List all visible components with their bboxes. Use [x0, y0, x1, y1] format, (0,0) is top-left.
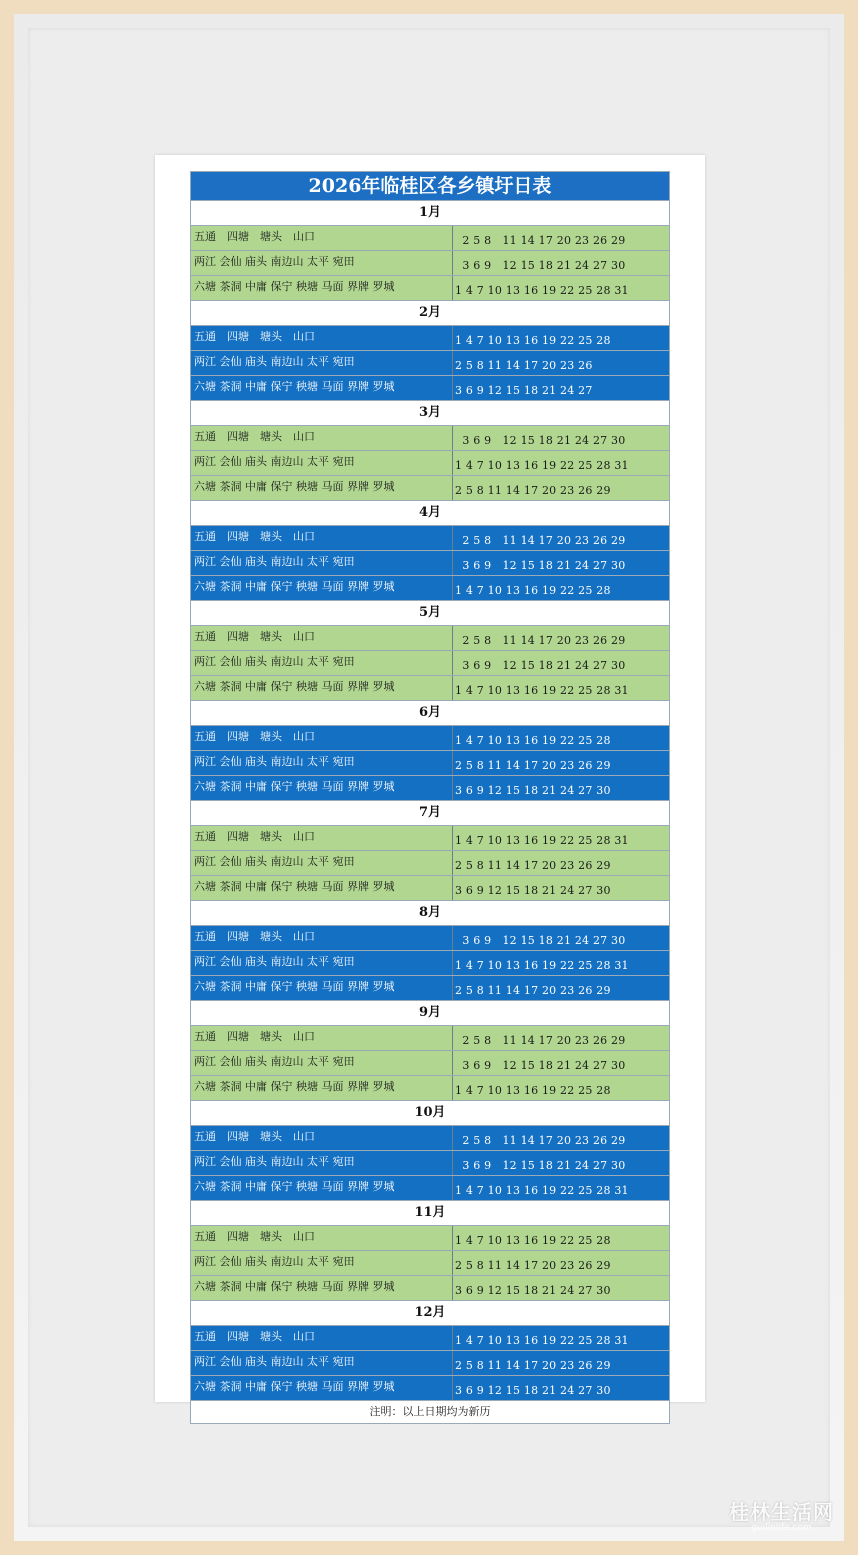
table-row — [191, 926, 669, 951]
table-row — [191, 251, 669, 276]
market-dates-cell: 1 4 7 10 13 16 19 22 25 28 31 — [455, 834, 629, 847]
market-dates-cell: 1 4 7 10 13 16 19 22 25 28 — [455, 584, 611, 597]
market-dates-cell: 1 4 7 10 13 16 19 22 25 28 — [455, 734, 611, 747]
market-dates-cell: 1 4 7 10 13 16 19 22 25 28 31 — [455, 1334, 629, 1347]
market-dates-cell: 2 5 8 11 14 17 20 23 26 29 — [455, 859, 611, 872]
market-dates-cell: 2 5 8 11 14 17 20 23 26 29 — [455, 484, 611, 497]
month-block — [191, 1101, 669, 1201]
market-dates-cell: 3 6 9 12 15 18 21 24 27 30 — [455, 884, 611, 897]
market-dates-cell: 2 5 8 11 14 17 20 23 26 29 — [455, 1259, 611, 1272]
market-dates-cell: 1 4 7 10 13 16 19 22 25 28 31 — [455, 959, 629, 972]
month-header: 6月 — [191, 701, 669, 726]
town-group-cell: 六塘 茶洞 中庸 保宁 秧塘 马面 界牌 罗城 — [191, 676, 453, 700]
table-row — [191, 876, 669, 901]
table-row — [191, 826, 669, 851]
market-dates-cell: 2 5 8 11 14 17 20 23 26 29 — [455, 234, 626, 247]
month-header: 3月 — [191, 401, 669, 426]
town-group-cell: 五通 四塘 塘头 山口 — [191, 526, 453, 550]
market-dates-cell: 2 5 8 11 14 17 20 23 26 29 — [455, 634, 626, 647]
town-group-cell: 两江 会仙 庙头 南边山 太平 宛田 — [191, 1151, 453, 1175]
town-group-cell: 六塘 茶洞 中庸 保宁 秧塘 马面 界牌 罗城 — [191, 376, 453, 400]
table-note: 注明：以上日期均为新历 — [191, 1401, 669, 1423]
town-group-cell: 两江 会仙 庙头 南边山 太平 宛田 — [191, 1251, 453, 1275]
town-group-cell: 两江 会仙 庙头 南边山 太平 宛田 — [191, 1351, 453, 1375]
market-dates-cell: 1 4 7 10 13 16 19 22 25 28 — [455, 1084, 611, 1097]
table-row — [191, 1026, 669, 1051]
watermark-logo-text: 桂林生活网 — [729, 1500, 834, 1524]
table-row — [191, 676, 669, 701]
town-group-cell: 两江 会仙 庙头 南边山 太平 宛田 — [191, 651, 453, 675]
table-row — [191, 1251, 669, 1276]
market-dates-cell: 2 5 8 11 14 17 20 23 26 29 — [455, 534, 626, 547]
market-dates-cell: 3 6 9 12 15 18 21 24 27 30 — [455, 559, 626, 572]
town-group-cell: 六塘 茶洞 中庸 保宁 秧塘 马面 界牌 罗城 — [191, 476, 453, 500]
month-block — [191, 201, 669, 301]
month-block — [191, 901, 669, 1001]
market-dates-cell: 2 5 8 11 14 17 20 23 26 29 — [455, 1034, 626, 1047]
table-row — [191, 651, 669, 676]
site-watermark — [729, 1496, 834, 1533]
table-row — [191, 726, 669, 751]
table-row — [191, 1151, 669, 1176]
market-dates-cell: 2 5 8 11 14 17 20 23 26 — [455, 359, 593, 372]
table-row — [191, 951, 669, 976]
table-row — [191, 1351, 669, 1376]
market-dates-cell: 1 4 7 10 13 16 19 22 25 28 — [455, 1234, 611, 1247]
town-group-cell: 两江 会仙 庙头 南边山 太平 宛田 — [191, 751, 453, 775]
table-row — [191, 426, 669, 451]
month-block — [191, 1001, 669, 1101]
town-group-cell: 五通 四塘 塘头 山口 — [191, 1226, 453, 1250]
table-row — [191, 226, 669, 251]
month-block — [191, 1201, 669, 1301]
market-dates-cell: 3 6 9 12 15 18 21 24 27 30 — [455, 659, 626, 672]
market-dates-cell: 3 6 9 12 15 18 21 24 27 30 — [455, 434, 626, 447]
month-block — [191, 501, 669, 601]
month-block — [191, 1301, 669, 1401]
table-row — [191, 776, 669, 801]
month-header: 11月 — [191, 1201, 669, 1226]
schedule-sheet — [155, 155, 705, 1418]
market-dates-cell: 1 4 7 10 13 16 19 22 25 28 — [455, 334, 611, 347]
market-dates-cell: 3 6 9 12 15 18 21 24 27 30 — [455, 1159, 626, 1172]
town-group-cell: 两江 会仙 庙头 南边山 太平 宛田 — [191, 351, 453, 375]
month-block — [191, 701, 669, 801]
table-row — [191, 1276, 669, 1301]
table-row — [191, 351, 669, 376]
market-dates-cell: 3 6 9 12 15 18 21 24 27 30 — [455, 1384, 611, 1397]
watermark-url: guilinlife.com — [751, 1523, 812, 1533]
town-group-cell: 两江 会仙 庙头 南边山 太平 宛田 — [191, 451, 453, 475]
month-block — [191, 401, 669, 501]
table-row — [191, 1326, 669, 1351]
market-day-table — [190, 171, 670, 1424]
town-group-cell: 六塘 茶洞 中庸 保宁 秧塘 马面 界牌 罗城 — [191, 1176, 453, 1200]
town-group-cell: 六塘 茶洞 中庸 保宁 秧塘 马面 界牌 罗城 — [191, 876, 453, 900]
table-row — [191, 276, 669, 301]
month-header: 1月 — [191, 201, 669, 226]
table-row — [191, 526, 669, 551]
table-row — [191, 551, 669, 576]
market-dates-cell: 2 5 8 11 14 17 20 23 26 29 — [455, 984, 611, 997]
town-group-cell: 两江 会仙 庙头 南边山 太平 宛田 — [191, 1051, 453, 1075]
months-container — [191, 201, 669, 1401]
month-header: 2月 — [191, 301, 669, 326]
town-group-cell: 五通 四塘 塘头 山口 — [191, 1326, 453, 1350]
town-group-cell: 五通 四塘 塘头 山口 — [191, 826, 453, 850]
town-group-cell: 五通 四塘 塘头 山口 — [191, 626, 453, 650]
town-group-cell: 六塘 茶洞 中庸 保宁 秧塘 马面 界牌 罗城 — [191, 1376, 453, 1400]
market-dates-cell: 1 4 7 10 13 16 19 22 25 28 31 — [455, 684, 629, 697]
market-dates-cell: 3 6 9 12 15 18 21 24 27 30 — [455, 1059, 626, 1072]
month-header: 12月 — [191, 1301, 669, 1326]
table-row — [191, 1176, 669, 1201]
table-row — [191, 451, 669, 476]
table-row — [191, 476, 669, 501]
month-header: 8月 — [191, 901, 669, 926]
market-dates-cell: 2 5 8 11 14 17 20 23 26 29 — [455, 1359, 611, 1372]
table-title: 2026年临桂区各乡镇圩日表 — [191, 172, 669, 201]
town-group-cell: 两江 会仙 庙头 南边山 太平 宛田 — [191, 951, 453, 975]
market-dates-cell: 3 6 9 12 15 18 21 24 27 30 — [455, 259, 626, 272]
table-row — [191, 1126, 669, 1151]
town-group-cell: 两江 会仙 庙头 南边山 太平 宛田 — [191, 851, 453, 875]
market-dates-cell: 2 5 8 11 14 17 20 23 26 29 — [455, 759, 611, 772]
table-row — [191, 1226, 669, 1251]
town-group-cell: 六塘 茶洞 中庸 保宁 秧塘 马面 界牌 罗城 — [191, 976, 453, 1000]
town-group-cell: 五通 四塘 塘头 山口 — [191, 326, 453, 350]
town-group-cell: 两江 会仙 庙头 南边山 太平 宛田 — [191, 551, 453, 575]
town-group-cell: 六塘 茶洞 中庸 保宁 秧塘 马面 界牌 罗城 — [191, 576, 453, 600]
town-group-cell: 六塘 茶洞 中庸 保宁 秧塘 马面 界牌 罗城 — [191, 276, 453, 300]
month-header: 7月 — [191, 801, 669, 826]
market-dates-cell: 3 6 9 12 15 18 21 24 27 30 — [455, 784, 611, 797]
table-row — [191, 976, 669, 1001]
market-dates-cell: 1 4 7 10 13 16 19 22 25 28 31 — [455, 284, 629, 297]
table-row — [191, 1376, 669, 1401]
month-header: 5月 — [191, 601, 669, 626]
town-group-cell: 五通 四塘 塘头 山口 — [191, 926, 453, 950]
market-dates-cell: 3 6 9 12 15 18 21 24 27 — [455, 384, 593, 397]
month-header: 10月 — [191, 1101, 669, 1126]
market-dates-cell: 3 6 9 12 15 18 21 24 27 30 — [455, 1284, 611, 1297]
table-row — [191, 326, 669, 351]
town-group-cell: 五通 四塘 塘头 山口 — [191, 1126, 453, 1150]
town-group-cell: 五通 四塘 塘头 山口 — [191, 726, 453, 750]
town-group-cell: 六塘 茶洞 中庸 保宁 秧塘 马面 界牌 罗城 — [191, 1276, 453, 1300]
month-block — [191, 801, 669, 901]
table-row — [191, 576, 669, 601]
town-group-cell: 五通 四塘 塘头 山口 — [191, 426, 453, 450]
town-group-cell: 五通 四塘 塘头 山口 — [191, 226, 453, 250]
table-row — [191, 751, 669, 776]
town-group-cell: 六塘 茶洞 中庸 保宁 秧塘 马面 界牌 罗城 — [191, 776, 453, 800]
table-row — [191, 376, 669, 401]
month-block — [191, 301, 669, 401]
month-header: 9月 — [191, 1001, 669, 1026]
town-group-cell: 两江 会仙 庙头 南边山 太平 宛田 — [191, 251, 453, 275]
market-dates-cell: 1 4 7 10 13 16 19 22 25 28 31 — [455, 459, 629, 472]
table-row — [191, 851, 669, 876]
table-row — [191, 626, 669, 651]
town-group-cell: 六塘 茶洞 中庸 保宁 秧塘 马面 界牌 罗城 — [191, 1076, 453, 1100]
table-row — [191, 1051, 669, 1076]
town-group-cell: 五通 四塘 塘头 山口 — [191, 1026, 453, 1050]
market-dates-cell: 1 4 7 10 13 16 19 22 25 28 31 — [455, 1184, 629, 1197]
market-dates-cell: 3 6 9 12 15 18 21 24 27 30 — [455, 934, 626, 947]
market-dates-cell: 2 5 8 11 14 17 20 23 26 29 — [455, 1134, 626, 1147]
month-block — [191, 601, 669, 701]
table-row — [191, 1076, 669, 1101]
month-header: 4月 — [191, 501, 669, 526]
